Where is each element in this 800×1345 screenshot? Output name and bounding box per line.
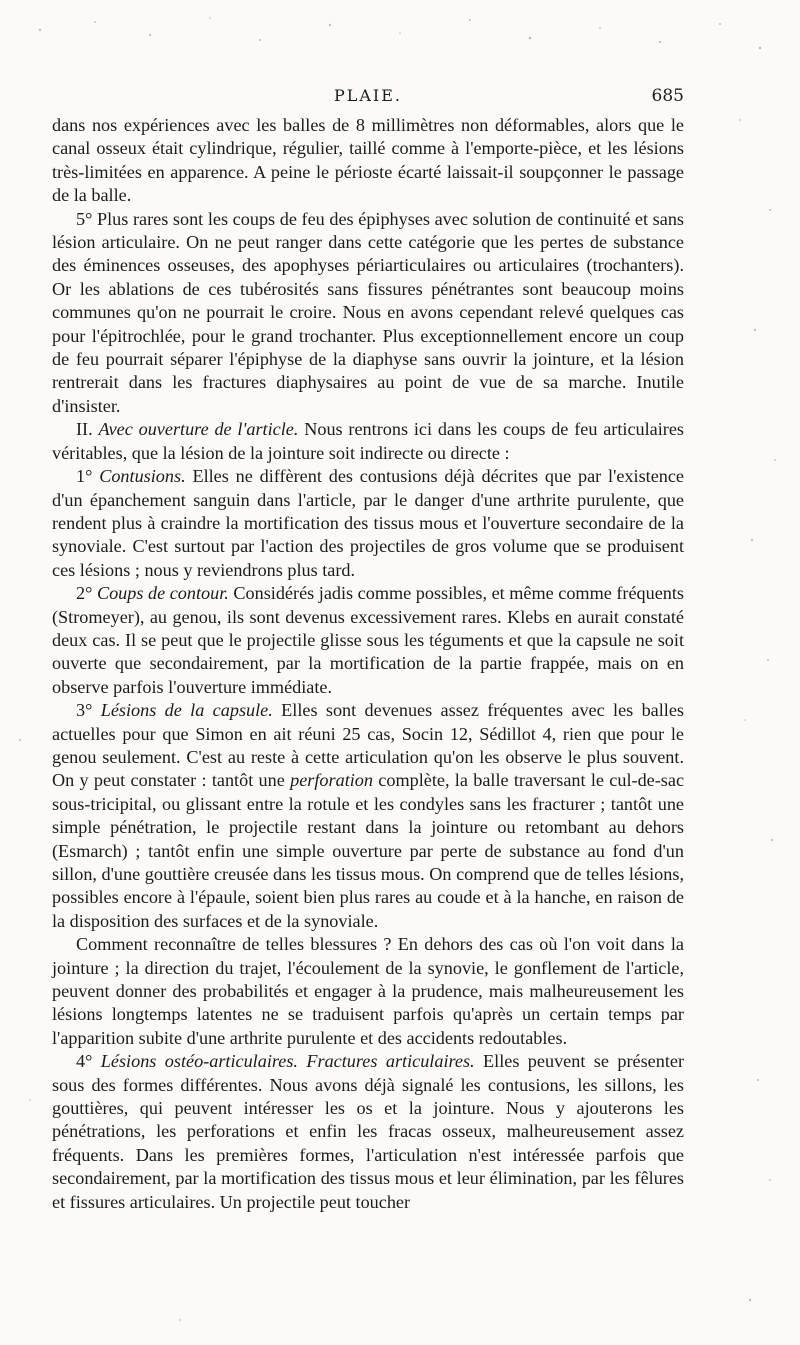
paragraph-osteo-articulaires: [52, 1050, 684, 1214]
item-text: Elles ne diffèrent des contusions déjà décrites que par l'existence d'un épanchement sanguin dans l'article, par le danger d'une arthrite purulente, que rendent plus à craindre la mortification des tissus mous et l'ouverture secondaire de la synoviale. C'est surtout par l'action des projectiles de gros volume que se produisent ces lésions ; nous y reviendrons plus tard.: [52, 466, 685, 580]
section-text: Nous rentrons ici dans les coups de feu articulaires véritables, que la lésion de la jointure soit indirecte ou directe :: [52, 419, 685, 463]
item-title: Coups de contour.: [96, 583, 229, 604]
body-text: [52, 114, 684, 1214]
paragraph-diagnosis: Comment reconnaître de telles blessures ? En dehors des cas où l'on voit dans la jointure ; la direction du trajet, l'écoulement de la synovie, le gonflement de l'article, peuvent donner des probabilités et engager à la prudence, mais malheureusement les lésions longtemps latentes ne se traduisent parfois qu'après un certain temps par l'apparition subite d'une arthrite purulente et des accidents redoutables.: [52, 934, 684, 1048]
paragraph-contusions: [52, 465, 684, 582]
paragraph-lesions-capsule: [52, 699, 684, 933]
paragraph-coups-de-contour: [52, 582, 684, 699]
item-title: Lésions ostéo-articulaires. Fractures articulaires.: [100, 1051, 475, 1072]
running-title: PLAIE.: [333, 86, 403, 105]
section-number: II.: [76, 419, 93, 440]
item-number: 1°: [76, 466, 93, 487]
paragraph-section-ii: [52, 418, 684, 465]
item-text: Considérés jadis comme possibles, et même comme fréquents (Stromeyer), au genou, ils sont devenus excessivement rares. Klebs en aurait constaté deux cas. Il se peut que le projectile glisse sous les téguments et que la capsule ne soit ouverte que secondairement, par la mortification de la partie frappée, mais on en observe parfois l'ouverture immédiate.: [52, 583, 685, 697]
item-number: 3°: [76, 700, 93, 721]
section-title: Avec ouverture de l'article.: [98, 419, 299, 440]
paragraph-2: 5° Plus rares sont les coups de feu des épiphyses avec solution de continuité et sans lésion articulaire. On ne peut ranger dans cette catégorie que les pertes de substance des éminences osseuses, des apophyses périarticulaires ou articulaires (trochanters). Or les ablations de ces tubérosités sans fissures pénétrantes sont beaucoup moins communes qu'on ne pourrait le croire. Nous en avons cependant relevé quelques cas pour l'épitrochlée, pour le grand trochanter. Plus exceptionnellement encore un coup de feu pourrait séparer l'épiphyse de la diaphyse sans ouvrir la jointure, et la lésion rentrerait dans les fractures diaphysaires au point de vue de sa marche. Inutile d'insister.: [52, 208, 684, 416]
running-header: [52, 84, 684, 108]
item-title: Lésions de la capsule.: [100, 700, 273, 721]
item-number: 2°: [76, 583, 93, 604]
item-text-continued: complète, la balle traversant le cul-de-sac sous-tricipital, ou glissant entre la rotule et les condyles sans les fracturer ; tantôt une simple pénétration, le projectile restant dans la jointure ou retombant au dehors (Esmarch) ; tantôt enfin une simple ouverture par perte de substance au fond d'un sillon, d'une gouttière creusée dans les tissus mous. On comprend que de telles lésions, possibles encore à l'épaule, soient bien plus rares au coude et à la hanche, en raison de la disposition des surfaces et de la synoviale.: [52, 770, 685, 931]
paragraph-1: dans nos expériences avec les balles de 8 millimètres non déformables, alors que le canal osseux était cylindrique, régulier, taillé comme à l'emporte-pièce, et les lésions très-limitées en apparence. A peine le périoste écarté laissait-il soupçonner le passage de la balle.: [52, 115, 684, 206]
item-text: Elles sont devenues assez fréquentes avec les balles actuelles pour que Simon en ait réuni 25 cas, Socin 12, Sédillot 4, rien que pour le genou seulement. C'est au reste à cette articulation qu'on les observe le plus souvent. On y peut constater : tantôt une: [52, 700, 685, 791]
item-number: 4°: [76, 1051, 93, 1072]
item-emphasis: perforation: [290, 770, 373, 791]
item-title: Contusions.: [99, 466, 186, 487]
item-text: Elles peuvent se présenter sous des formes différentes. Nous avons déjà signalé les contusions, les sillons, les gouttières, qui peuvent intéresser les os et la jointure. Nous y ajouterons les pénétrations, les perforations et enfin les fracas osseux, malheureusement assez fréquents. Dans les premières formes, l'articulation n'est intéressée parfois que secondairement, par la mortification des tissus mous et leur élimination, par les fêlures et fissures articulaires. Un projectile peut toucher: [52, 1051, 685, 1212]
page-number: 685: [651, 86, 684, 106]
